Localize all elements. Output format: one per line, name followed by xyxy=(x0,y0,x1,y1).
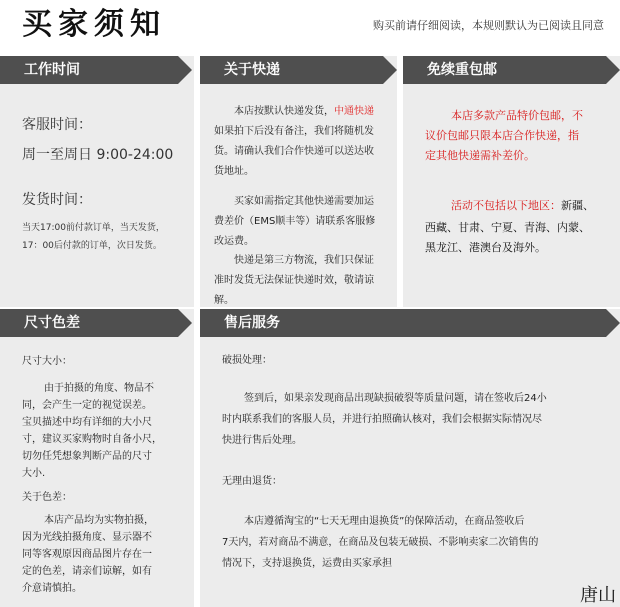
color-text-line: 因为光线拍摄角度、显示器不 xyxy=(22,532,152,543)
after-sale-title: 售后服务 xyxy=(200,309,606,337)
shipping-text-line: 货地址。 xyxy=(214,166,254,177)
excluded-regions-line xyxy=(451,196,594,215)
shipping-text-line: 费差价（EMS顺丰等）请联系客服修 xyxy=(214,216,376,227)
shipping-title: 关于快递 xyxy=(200,56,383,84)
size-text-line: 同，会产生一定的视觉误差。 xyxy=(22,400,152,411)
free-shipping-title: 免续重包邮 xyxy=(403,56,606,84)
work-time-title: 工作时间 xyxy=(0,56,178,84)
shipping-default-text: 本店按默认快递发货， xyxy=(234,106,334,117)
size-text-line: 切勿任凭想象判断产品的尺寸 xyxy=(22,451,152,462)
delivery-time-label: 发货时间： xyxy=(22,192,92,208)
after-sale-panel xyxy=(200,309,620,607)
size-text-line: 宝贝描述中均有详细的大小尺 xyxy=(22,417,152,428)
shipping-text-line: 准时发货无法保证快递时效，敬请谅 xyxy=(214,275,374,286)
color-text-line: 介意请慎拍。 xyxy=(22,583,82,594)
service-hours: 周一至周日 9:00-24:00 xyxy=(22,147,174,163)
excluded-regions-line: 黑龙江、港澳台及海外。 xyxy=(425,241,546,254)
free-shipping-panel xyxy=(403,56,620,307)
shipping-panel xyxy=(200,56,397,307)
size-text-line: 大小. xyxy=(22,468,46,479)
size-text-line: 由于拍摄的角度、物品不 xyxy=(44,383,154,394)
damage-text-line: 时内联系我们的客服人员，并进行拍照确认核对，我们会根据实际情况尽 xyxy=(222,414,542,425)
return-label: 无理由退货： xyxy=(222,476,282,487)
delivery-rule-line: 17：00后付款的订单，次日发货。 xyxy=(22,241,162,251)
free-shipping-red-line: 定其他快递需补差价。 xyxy=(425,149,535,162)
shipping-text-line: 买家如需指定其他快递需要加运 xyxy=(234,196,374,207)
shipping-text-line xyxy=(234,102,374,121)
shipping-text-line: 货。请确认我们合作快递可以送达收 xyxy=(214,146,374,157)
damage-label: 破损处理： xyxy=(222,355,272,366)
return-text-line: 情况下，支持退换货，运费由买家承担 xyxy=(222,558,392,569)
courier-name: 中通快递 xyxy=(334,106,374,117)
color-text-line: 本店产品均为实物拍摄， xyxy=(44,515,154,526)
return-text-line: 7天内，若对商品不满意，在商品及包装无破损、不影响卖家二次销售的 xyxy=(222,537,539,548)
work-time-panel xyxy=(0,56,194,307)
delivery-rule-line: 当天17:00前付款订单，当天发货， xyxy=(22,223,165,233)
header-notice: 购买前请仔细阅读，本规则默认为已阅读且同意 xyxy=(373,19,604,32)
free-shipping-red-line: 本店多款产品特价包邮，不 xyxy=(451,109,583,122)
shipping-text-line: 如果拍下后没有备注，我们将随机发 xyxy=(214,126,374,137)
size-label: 尺寸大小： xyxy=(22,356,72,367)
free-shipping-red-line: 议价包邮只限本店合作快递，指 xyxy=(425,129,579,142)
return-text-line: 本店遵循淘宝的“七天无理由退换货”的保障活动，在商品签收后 xyxy=(244,516,525,527)
shipping-text-line: 改运费。 xyxy=(214,236,254,247)
shipping-text-line: 快递是第三方物流，我们只保证 xyxy=(234,255,374,266)
excluded-label: 活动不包括以下地区： xyxy=(451,199,561,212)
shipping-text-line: 解。 xyxy=(214,295,234,306)
header xyxy=(0,0,620,50)
size-text-line: 寸，建议买家购物时自备小尺， xyxy=(22,434,162,445)
damage-text-line: 快进行售后处理。 xyxy=(222,435,302,446)
service-time-label: 客服时间： xyxy=(22,117,92,133)
excluded-regions-line: 西藏、甘肃、宁夏、青海、内蒙、 xyxy=(425,221,590,234)
damage-text-line: 签到后，如果亲发现商品出现缺损破裂等质量问题，请在签收后24小 xyxy=(244,393,547,404)
page-title: 买家须知 xyxy=(22,7,166,42)
size-color-title: 尺寸色差 xyxy=(0,309,178,337)
color-text-line: 同等客观原因商品图片存在一 xyxy=(22,549,152,560)
color-label: 关于色差： xyxy=(22,492,72,503)
color-text-line: 定的色差，请亲们谅解，如有 xyxy=(22,566,152,577)
signature-text: 唐山 xyxy=(580,585,616,606)
size-color-panel xyxy=(0,309,194,607)
excluded-region: 新疆、 xyxy=(561,199,594,212)
